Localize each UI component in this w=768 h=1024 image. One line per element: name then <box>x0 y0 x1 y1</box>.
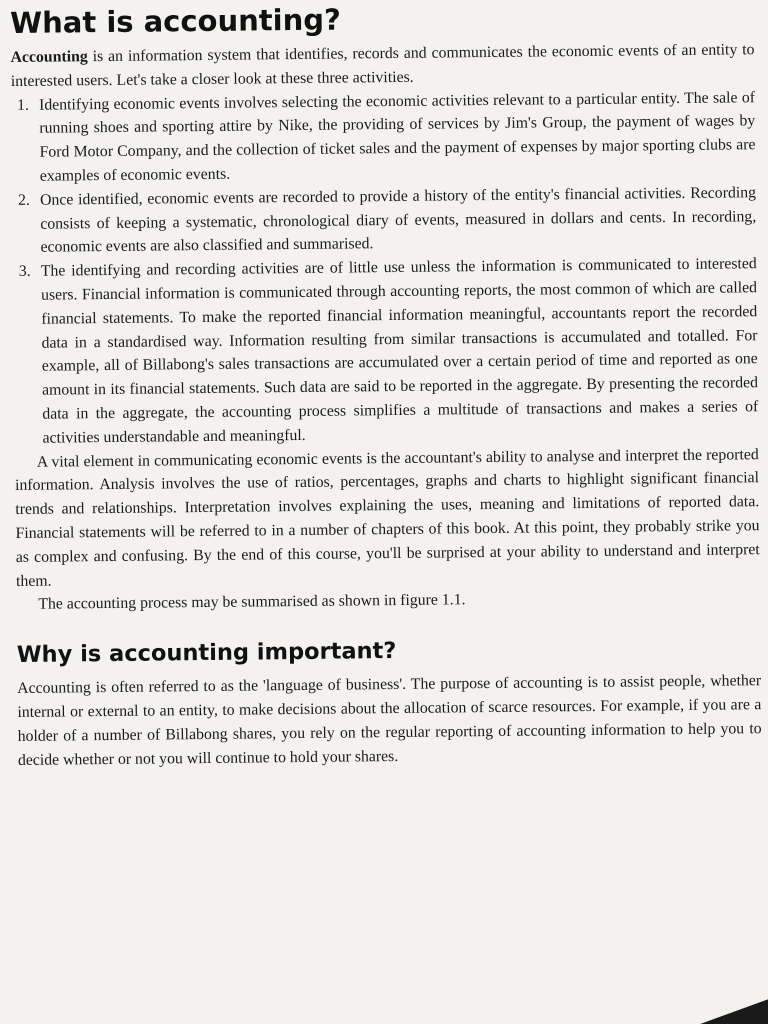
list-item-number: 1. <box>16 96 29 114</box>
intro-paragraph <box>10 38 754 93</box>
list-item <box>12 181 757 260</box>
scan-edge-shadow <box>698 994 768 1024</box>
list-item-number: 2. <box>17 191 30 209</box>
textbook-page <box>10 0 762 772</box>
list-item <box>11 86 756 189</box>
list-item-text: Once identified, economic events are recorded to provide a history of the entity's financial activities. Recording consists of keeping a systematic, chronological diary of events, measured in dollars and cents. In recording, economic events are also classified and summarised. <box>39 183 757 257</box>
activities-list <box>11 86 759 451</box>
analysis-paragraph: A vital element in communicating economic events is the accountant's ability to analyse and interpret the reported information. Analysis involves the use of ratios, percentages, graphs and charts to highlight significant financial trends and relationships. Interpretation involves explaining the uses, meaning and limitations of reported data. Financial statements will be referred to in a number of chapters of this book. At this point, they probably strike you as complex and confusing. By the end of this course, you'll be surprised at your ability to understand and interpret them. <box>14 445 760 590</box>
list-item-number: 3. <box>18 262 31 281</box>
list-item-text: Identifying economic events involves selecting the economic activities relevant to a particular entity. The sale of running shoes and sporting attire by Nike, the providing of services by Jim's Group, the payment of wages by Ford Motor Company, and the collection of ticket sales and the payment of expenses by major sporting clubs are examples of economic events. <box>38 88 756 185</box>
intro-text: is an information system that identifies, records and communicates the economic events of an entity to interested users. Let's take a closer look at these three activities. <box>10 41 755 90</box>
list-item-text: The identifying and recording activities are of little use unless the information is communicated to interested users. Financial information is communicated through accounting reports, the most common of which are called financial statements. To make the reported financial information meaningful, accountants report the recorded data in a standardised way. Information resulting from similar transactions is accumulated and totalled. For example, all of Billabong's sales transactions are accumulated over a certain period of time and reported as one amount in its financial statements. Such data are said to be reported in the aggregate. By presenting the recorded data in the aggregate, the accounting process simplifies a multitude of transactions and makes a series of activities understandable and meaningful. <box>40 255 759 447</box>
section-heading-why-important: Why is accounting important? <box>16 638 397 669</box>
process-paragraph: The accounting process may be summarised as shown in figure 1.1. <box>38 591 466 614</box>
section-heading-what-is-accounting: What is accounting? <box>10 2 341 40</box>
key-term-accounting: Accounting <box>10 48 88 66</box>
importance-paragraph: Accounting is often referred to as the 'language of business'. The purpose of accounting is to assist people, whether internal or external to an entity, to make decisions about the allocation of scarce resources. For example, if you are a holder of a number of Billabong shares, you rely on the regular reporting of accounting information to help you to decide whether or not you will continue to hold your shares. <box>17 672 762 769</box>
list-item <box>13 252 759 450</box>
